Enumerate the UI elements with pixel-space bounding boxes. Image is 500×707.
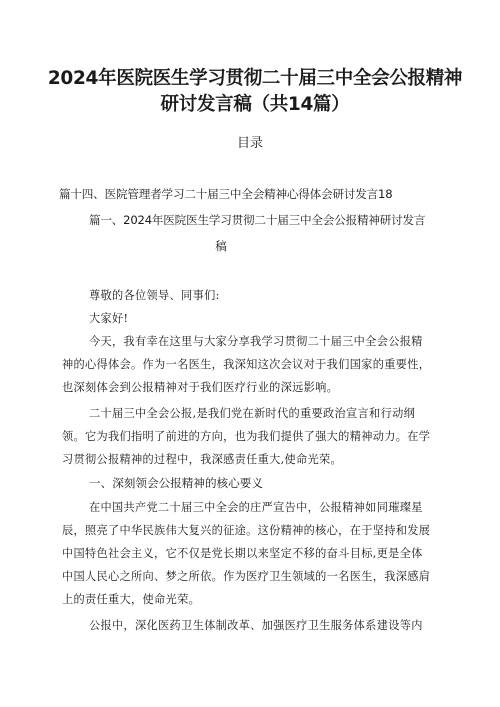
section-heading: 一、深刻领会公报精神的核心要义 (89, 476, 263, 490)
body-line: 上的责任重大，使命光荣。 (62, 593, 201, 606)
greeting: 大家好! (89, 312, 129, 325)
body-line: 公报中，深化医药卫生体制改革、加强医疗卫生服务体系建设等内 (89, 619, 423, 632)
document-title-line-2: 研讨发言稿（共14篇） (160, 94, 350, 115)
body-line: 二十届三中全会公报,是我们党在新时代的重要政治宣言和行动纲 (89, 407, 416, 420)
document-title-line-1: 2024年医院医生学习贯彻二十届三中全会公报精神 (47, 68, 463, 89)
chapter-title-line-2: 稿 (215, 239, 227, 253)
body-line: 领。它为我们指明了前进的方向，也为我们提供了强大的精神动力。在学 (62, 430, 431, 443)
body-line: 也深刻体会到公报精神对于我们医疗行业的深远影响。 (62, 381, 339, 394)
salutation: 尊敬的各位领导、同事们: (89, 289, 220, 302)
body-line: 今天，我有幸在这里与大家分享我学习贯彻二十届三中全会公报精 (89, 335, 423, 348)
body-line: 在中国共产党二十届三中全会的庄严宣告中，公报精神如同璀璨星 (89, 501, 423, 514)
toc-heading: 目录 (236, 136, 263, 151)
body-line: 习贯彻公报精神的过程中，我深感责任重大,使命光荣。 (62, 453, 343, 466)
body-line: 中国人民心之所向、梦之所依。作为医疗卫生领域的一名医生，我深感肩 (62, 570, 431, 583)
body-line: 神的心得体会。作为一名医生，我深知这次会议对于我们国家的重要性， (62, 358, 431, 371)
chapter-title-line-1: 篇一、2024年医院医生学习贯彻二十届三中全会公报精神研讨发言 (89, 213, 426, 227)
body-line: 辰，照亮了中华民族伟大复兴的征途。这份精神的核心，在于坚持和发展 (62, 524, 431, 537)
toc-entry[interactable]: 篇十四、医院管理者学习二十届三中全会精神心得体会研讨发言18 (59, 187, 393, 201)
body-line: 中国特色社会主义，它不仅是党长期以来坚定不移的奋斗目标,更是全体 (62, 547, 423, 560)
